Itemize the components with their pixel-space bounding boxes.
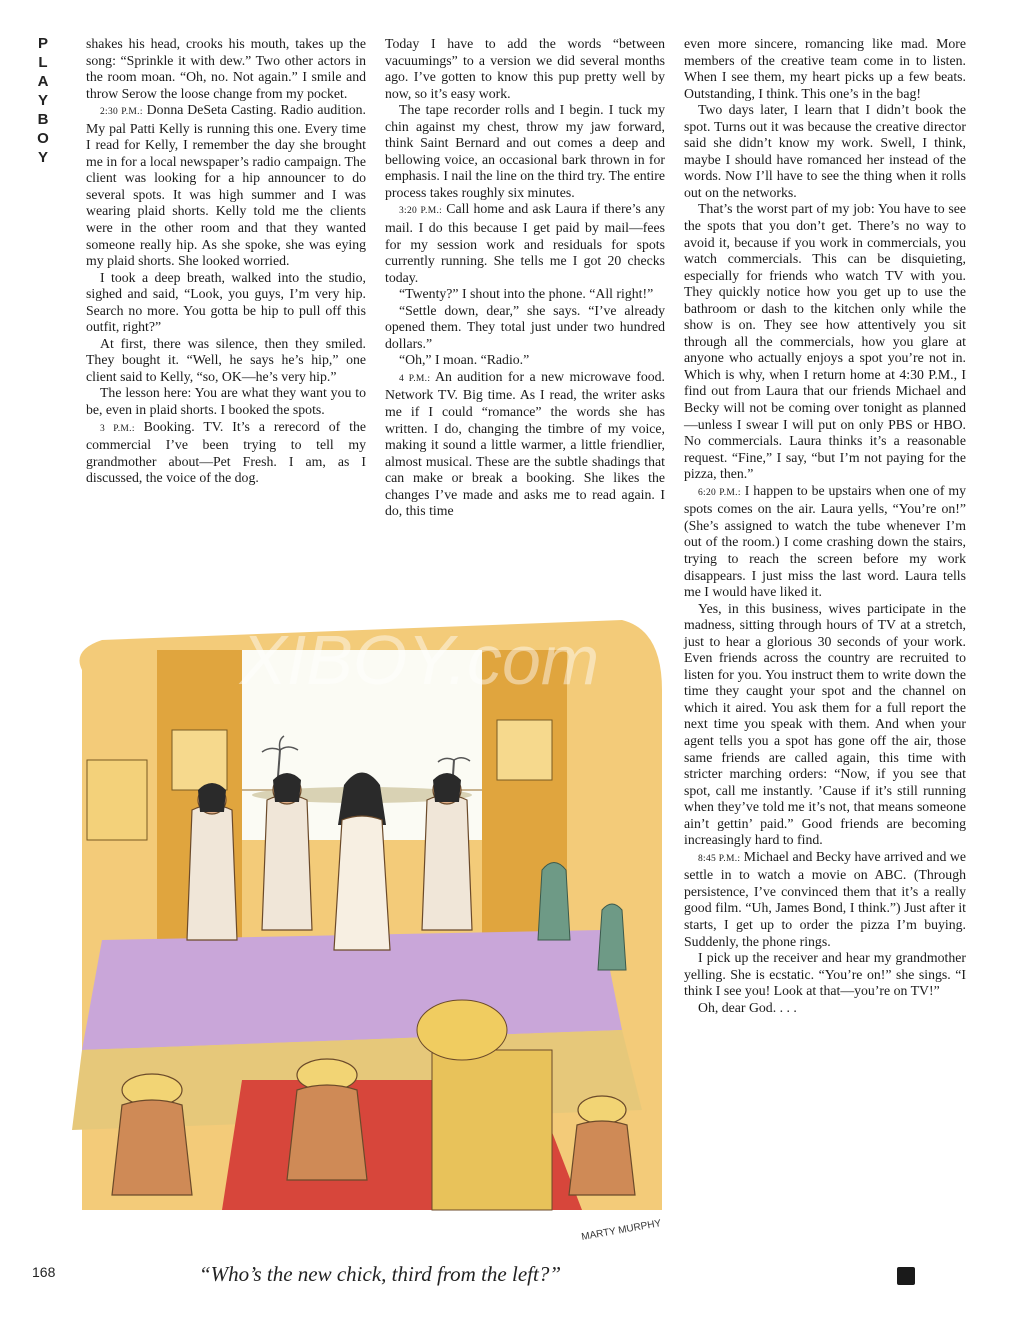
paragraph-text: Oh, dear God. . . . bbox=[698, 999, 797, 1015]
article-paragraph bbox=[684, 102, 966, 201]
paragraph-text: I took a deep breath, walked into the studio, sighed and said, “Look, you guys, I’m very hip. Search no more. You gotta be hip to pull off this outfit, right?” bbox=[86, 269, 366, 335]
paragraph-text: That’s the worst part of my job: You have to see the spots that you don’t get. There’s no way to avoid it, because if you work in commercials, you watch commercials. This can be disquieting, especially for friends who watch TV with you. They quickly notice how you get up to use the bathroom or dash to the kitchen only while the show is on. They see how attentively you sit through all the commercials, how you glare at anyone who actually enjoys a spot you’re not in. Which is why, when I return home at 4:30 P.M., I find out from Laura that our friends Michael and Becky will not be coming over tonight as planned—unless I swear I will put on only PBS or HBO. No commercials. Laura thinks it’s a reasonable request. “Fine,” I say, “but I’m not paying for the pizza, then.” bbox=[684, 201, 966, 482]
article-paragraph bbox=[684, 1000, 966, 1017]
timestamp: 3:20 P.M.: bbox=[399, 206, 443, 217]
article-paragraph bbox=[86, 336, 366, 386]
sidebar-letter: O bbox=[37, 130, 49, 147]
text-column-3 bbox=[684, 36, 966, 1016]
sidebar-letter: P bbox=[37, 35, 48, 52]
article-paragraph bbox=[86, 270, 366, 336]
article-paragraph bbox=[385, 201, 665, 286]
paragraph-text: The lesson here: You are what they want you to be, even in plaid shorts. I booked the spots. bbox=[86, 385, 366, 418]
paragraph-text: Two days later, I learn that I didn’t book the spot. Turns out it was because the creative director said she didn’t know my work. Swell, I think, maybe I should have romanced her instead of the words. Now I’ll have to see the thing when it rolls out on the networks. bbox=[684, 102, 966, 200]
article-paragraph bbox=[684, 483, 966, 601]
article-paragraph bbox=[86, 385, 366, 418]
sidebar-letter: B bbox=[37, 111, 49, 128]
article-paragraph bbox=[385, 286, 665, 303]
cartoon-caption: “Who’s the new chick, third from the left?” bbox=[198, 1262, 562, 1286]
timestamp: 2:30 P.M.: bbox=[100, 107, 143, 118]
article-paragraph bbox=[684, 849, 966, 950]
timestamp: 4 P.M.: bbox=[399, 373, 431, 384]
paragraph-text: At first, there was silence, then they smiled. They bought it. “Well, he says he’s hip,” one client said to Kelly, “so, OK—he’s very hip.” bbox=[86, 335, 366, 384]
paragraph-text: shakes his head, crooks his mouth, takes up the song: “Sprinkle it with dew.” Two other actors in the room moan. “Oh, no. Not again.” I smile and throw Serow the loose change from my pocket. bbox=[86, 36, 366, 101]
paragraph-text: An audition for a new microwave food. Network TV. Big time. As I read, the writer asks me if I could “romance” the words she has written. I do, changing the timbre of my voice, making it sound a little warmer, a little friendlier, almost musical. These are the subtle shadings that can make or break a booking. She likes the changes I’ve made and asks me to read again. I do, this time bbox=[385, 368, 665, 519]
article-paragraph bbox=[86, 102, 366, 269]
article-paragraph bbox=[385, 352, 665, 369]
text-column-2 bbox=[385, 36, 665, 520]
paragraph-text: “Twenty?” I shout into the phone. “All right!” bbox=[399, 286, 654, 302]
paragraph-text: Donna DeSeta Casting. Radio audition. My pal Patti Kelly is running this one. Every time I read for Kelly, I remember the day she brought me in for a local newspaper’s radio campaign. The client was looking for a hip announcer to do several spots. It was high summer and I was wearing plaid shorts. Kelly told me the clients were in the other room and that they wanted someone really hip. As she spoke, she was eying my plaid shorts. She looked worried. bbox=[86, 102, 366, 269]
article-paragraph bbox=[684, 201, 966, 482]
article-paragraph bbox=[385, 102, 665, 201]
watermark: XIBOY.com bbox=[240, 621, 600, 699]
sidebar-letter: L bbox=[38, 54, 48, 71]
article-paragraph bbox=[385, 36, 665, 102]
page-number: 168 bbox=[32, 1264, 56, 1280]
paragraph-text: “Settle down, dear,” she says. “I’ve already opened them. They total just under two hundred dollars.” bbox=[385, 302, 665, 351]
timestamp: 3 P.M.: bbox=[100, 423, 135, 434]
text-column-1 bbox=[86, 36, 366, 487]
article-paragraph bbox=[684, 36, 966, 102]
cartoon-signature: MARTY MURPHY bbox=[580, 1218, 663, 1243]
paragraph-text: The tape recorder rolls and I begin. I tuck my chin against my chest, throw my jaw forward, think Saint Bernard and out comes a deep and bellowing voice, an occasional bark thrown in for emphasis. I nail the line on the third try. The entire process takes roughly six minutes. bbox=[385, 102, 665, 200]
article-paragraph bbox=[86, 419, 366, 487]
article-paragraph bbox=[684, 950, 966, 1000]
paragraph-text: Yes, in this business, wives participate in the madness, sitting through hours of TV at a stretch, just to hear a glorious 30 seconds of your work. Even friends across the country are recruited to listen for you. You instruct them to write down the time they caught your spot and the channel on which it aired. You ask them for a full report the next time you speak with them. And when your agent tells you a spot has gone off the air, those same friends are called again, this time with stricter marching orders: “Now, if you see that spot, call me instantly. ’Cause if it’s still running when they’ve told me it’s not, that means someone ain’t gettin’ paid.” Good friends are becoming increasingly hard to find. bbox=[684, 600, 966, 848]
paragraph-text: Booking. TV. It’s a rerecord of the commercial I’ve been trying to tell my grandmother about—Pet Fresh. I am, as I discussed, the voice of the dog. bbox=[86, 418, 366, 486]
paragraph-text: “Oh,” I moan. “Radio.” bbox=[399, 352, 530, 368]
sidebar-letter: Y bbox=[37, 92, 48, 109]
article-paragraph bbox=[86, 36, 366, 102]
paragraph-text: Michael and Becky have arrived and we settle in to watch a movie on ABC. (Through persistence, I’ve convinced them that it’s a really good film. “Uh, James Bond, I think.”) Just after it starts, I get up to order the pizza I’m buying. Suddenly, the phone rings. bbox=[684, 848, 966, 949]
bunny-logo-icon bbox=[897, 1267, 915, 1285]
cartoon-illustration bbox=[62, 610, 672, 1250]
timestamp: 6:20 P.M.: bbox=[698, 487, 741, 498]
article-paragraph bbox=[385, 303, 665, 353]
paragraph-text: Today I have to add the words “between vacuumings” to a version we did several months ago. I’ve gotten to know this pup pretty well by now, so it’s easy work. bbox=[385, 36, 665, 101]
article-paragraph bbox=[684, 601, 966, 849]
article-paragraph bbox=[385, 369, 665, 520]
paragraph-text: I pick up the receiver and hear my grandmother yelling. She is ecstatic. “You’re on!” she sings. “I think I see you! Look at that—you’re on TV!” bbox=[684, 950, 966, 999]
sidebar-letter: Y bbox=[37, 149, 48, 166]
magazine-sidebar bbox=[28, 34, 58, 167]
paragraph-text: Call home and ask Laura if there’s any mail. I do this because I get paid by mail—fees for my session work and residuals for spots currently running. She tells me I got 20 checks today. bbox=[385, 201, 665, 285]
paragraph-text: I happen to be upstairs when one of my spots comes on the air. Laura yells, “You’re on!” (She’s assigned to watch the tube whenever I’m out of the room.) I come crashing down the stairs, trying to reach the screen before my work disappears. I just miss the last word. Laura tells me I would have liked it. bbox=[684, 482, 966, 600]
sidebar-letter: A bbox=[37, 73, 49, 90]
paragraph-text: even more sincere, romancing like mad. More members of the creative team come in to listen. When I see them, my heart picks up a few beats. Outstanding, I think. This one’s in the bag! bbox=[684, 36, 966, 101]
timestamp: 8:45 P.M.: bbox=[698, 853, 741, 864]
